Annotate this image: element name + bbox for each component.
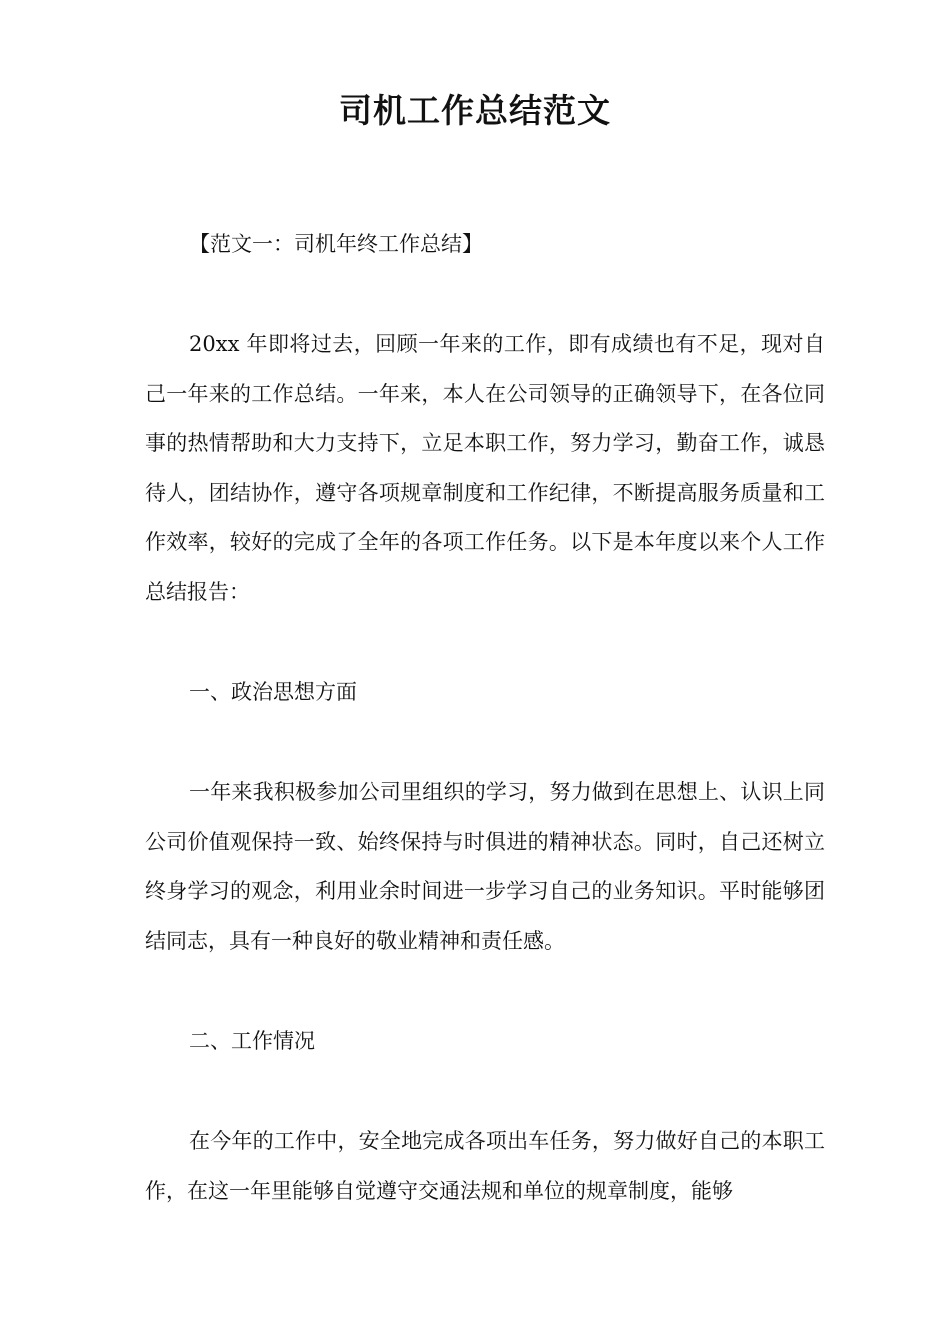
heading-work-situation: 二、工作情况 bbox=[189, 1029, 315, 1053]
paragraph-political-thought: 一年来我积极参加公司里组织的学习，努力做到在思想上、认识上同公司价值观保持一致、始终保持与时俱进的精神状态。同时，自己还树立终身学习的观念，利用业余时间进一步学习自己的业务知识。平时能够团结同志，具有一种良好的敬业精神和责任感。 bbox=[145, 780, 825, 953]
paragraph-intro: 20xx 年即将过去，回顾一年来的工作，即有成绩也有不足，现对自己一年来的工作总结。一年来，本人在公司领导的正确领导下，在各位同事的热情帮助和大力支持下，立足本职工作，努力学习，勤奋工作，诚恳待人，团结协作，遵守各项规章制度和工作纪律，不断提高服务质量和工作效率，较好的完成了全年的各项工作任务。以下是本年度以来个人工作总结报告： bbox=[145, 332, 825, 604]
paragraph-work-situation: 在今年的工作中，安全地完成各项出车任务，努力做好自己的本职工作，在这一年里能够自觉遵守交通法规和单位的规章制度，能够 bbox=[145, 1129, 825, 1203]
document-title: 司机工作总结范文 bbox=[339, 91, 611, 130]
section-label: 【范文一：司机年终工作总结】 bbox=[189, 232, 483, 256]
heading-political-thought: 一、政治思想方面 bbox=[189, 680, 357, 704]
